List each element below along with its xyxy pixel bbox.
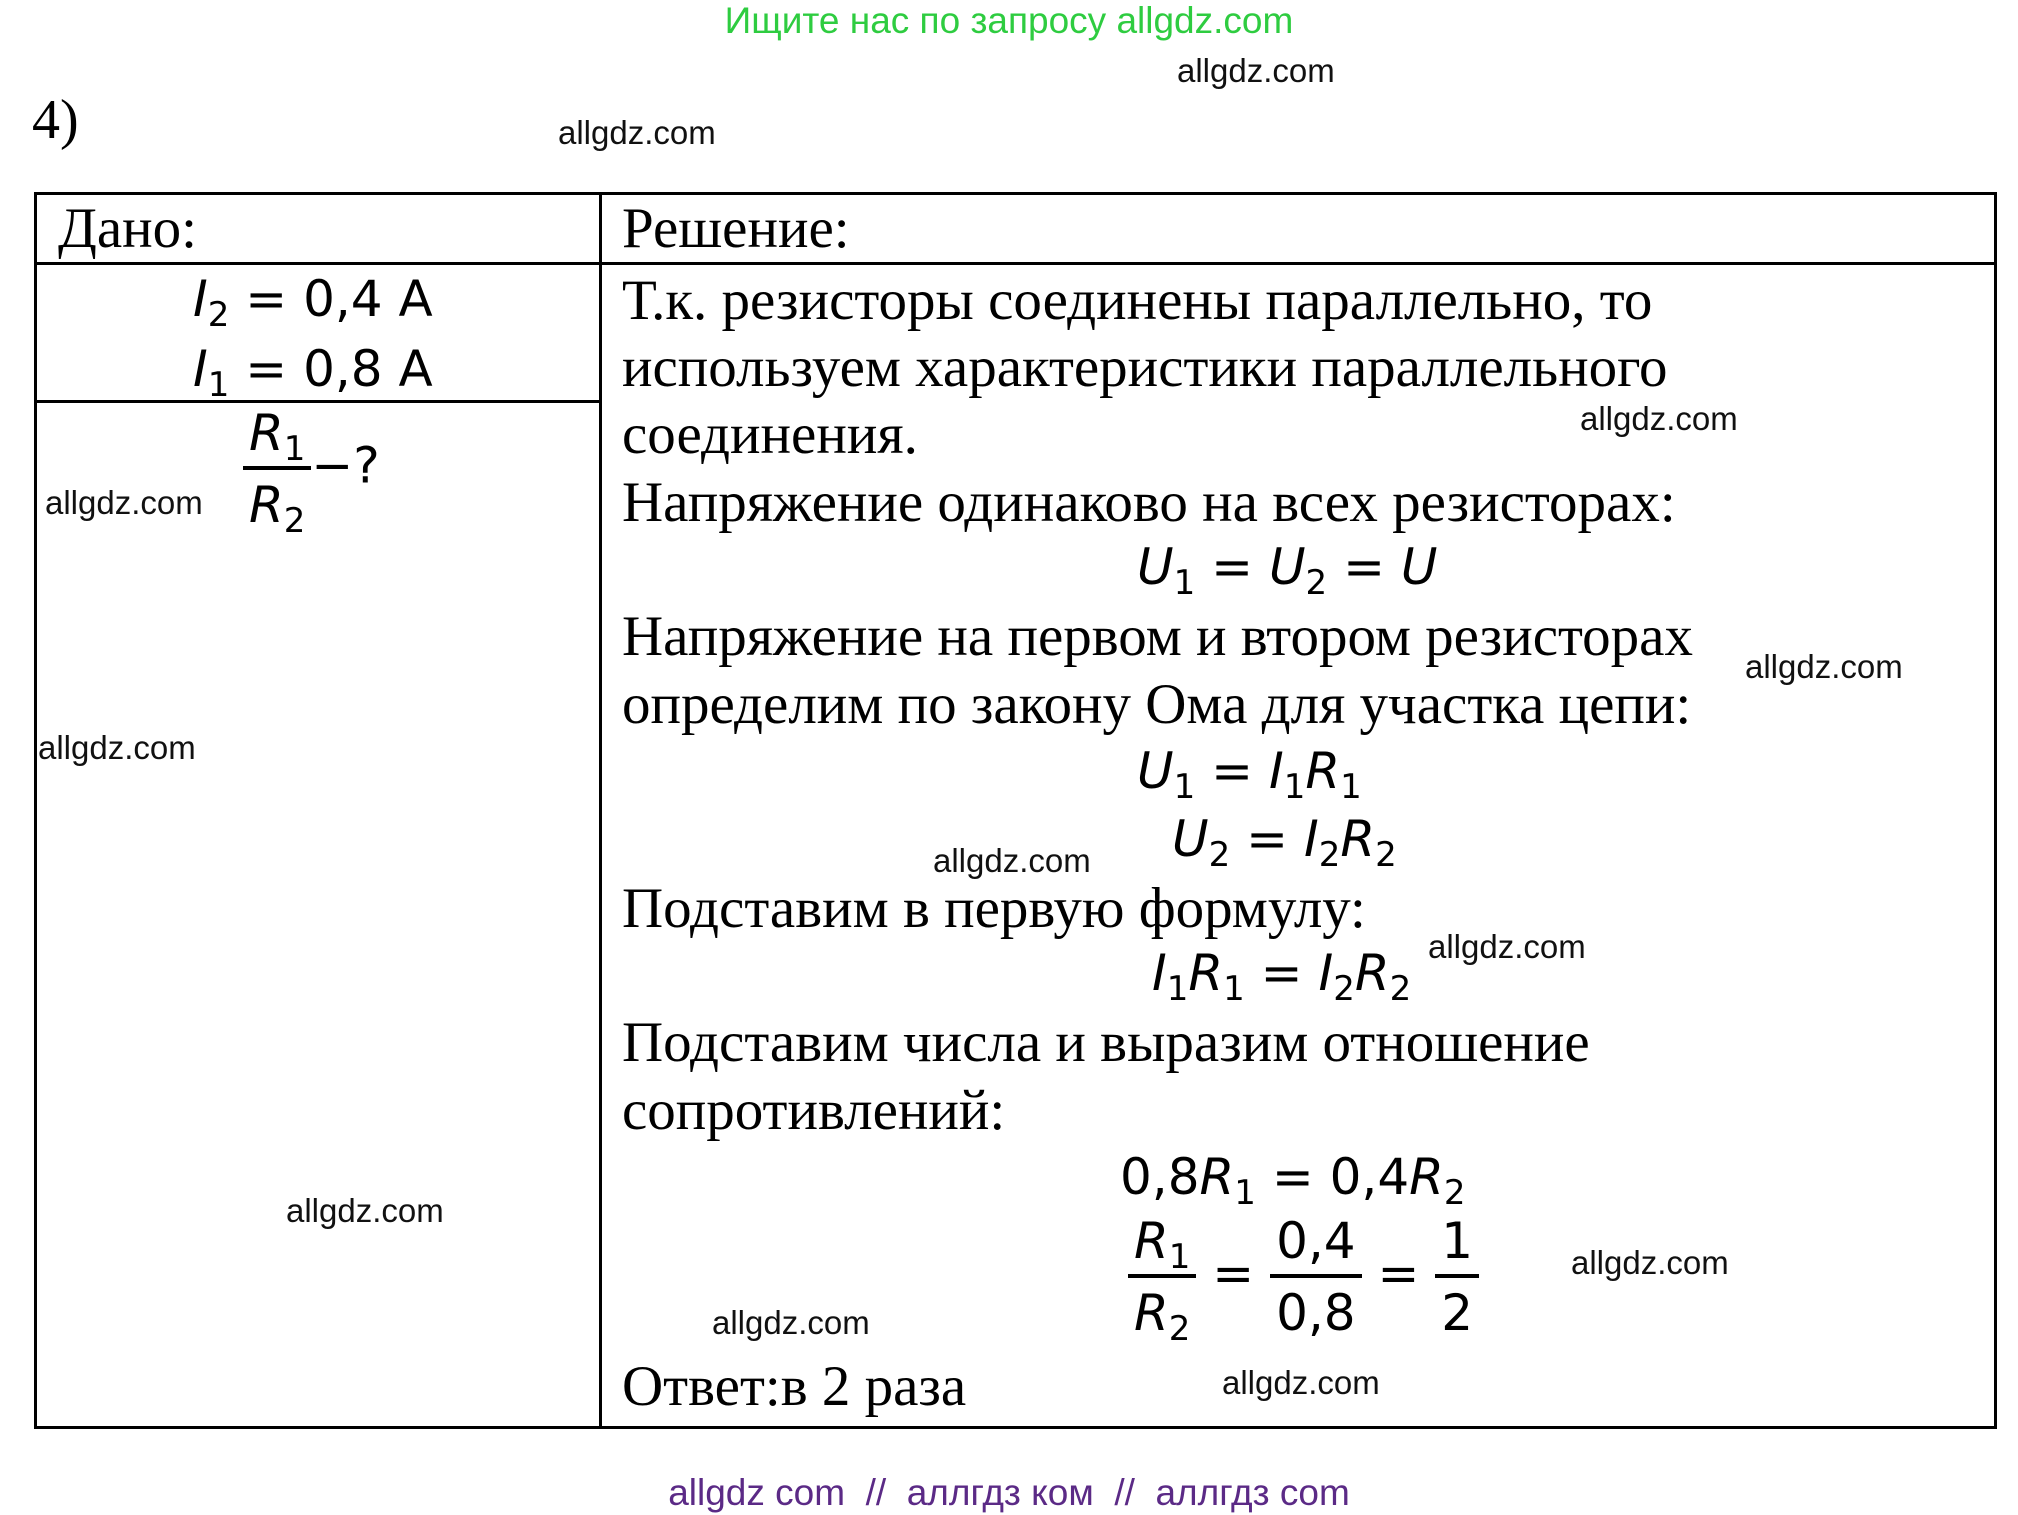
ratio-num: 0,4 — [1270, 1212, 1362, 1278]
watermark: allgdz.com — [1428, 928, 1586, 965]
result-num: 1 — [1435, 1212, 1479, 1278]
given-i1: $I_1 = 0,8$ А — [193, 340, 433, 405]
formula-u-equal: $U_1 = U_2 = U$ — [1137, 538, 1438, 603]
ratio-den: 0,8 — [1276, 1284, 1356, 1342]
watermark: allgdz.com — [286, 1192, 444, 1229]
watermark: allgdz.com — [712, 1304, 870, 1341]
formula-substitute: $I_1R_1 = I_2R_2$ — [1152, 944, 1412, 1009]
watermark: allgdz.com — [933, 842, 1091, 879]
formula-ohm-2: $U_2 = I_2R_2$ — [1172, 810, 1397, 875]
given-i2-value: = 0,4 А — [245, 270, 433, 328]
given-i2: $I_2 = 0,4$ А — [193, 270, 433, 335]
problem-number: 4) — [32, 89, 79, 151]
answer — [622, 1354, 966, 1419]
solution-line-1: Т.к. резисторы соединены параллельно, то — [622, 269, 1653, 332]
watermark: allgdz.com — [45, 484, 203, 521]
formula-ohm-1: $U_1 = I_1R_1$ — [1137, 742, 1362, 807]
unknown-ratio: $\frac{R_1}{R_2}$ −? — [243, 404, 380, 534]
solution-line-6: определим по закону Ома для участка цепи: — [622, 673, 1692, 736]
formula-ratio: $\frac{R_1}{R_2}$ = $\frac{0,4}{0,8}$ = $\frac{1}{2}$ — [1128, 1212, 1479, 1342]
answer-label: Ответ: — [622, 1355, 781, 1418]
unknown-suffix: −? — [311, 436, 380, 495]
footer-links[interactable]: allgdz com // аллгдз ком // аллгдз com — [668, 1472, 1350, 1513]
promo-banner[interactable]: Ищите нас по запросу allgdz.com — [724, 0, 1294, 41]
given-title: Дано: — [58, 197, 198, 260]
solution-line-2: используем характеристики параллельного — [622, 336, 1668, 399]
watermark: allgdz.com — [1580, 400, 1738, 437]
watermark: allgdz.com — [1745, 648, 1903, 685]
watermark: allgdz.com — [38, 729, 196, 766]
solution-title: Решение: — [622, 197, 850, 260]
watermark: allgdz.com — [1571, 1244, 1729, 1281]
solution-line-9: сопротивлений: — [622, 1079, 1006, 1142]
answer-value: в 2 раза — [780, 1355, 967, 1418]
result-den: 2 — [1441, 1284, 1474, 1342]
solution-line-5: Напряжение на первом и втором резисторах — [622, 605, 1693, 668]
watermark: allgdz.com — [1222, 1364, 1380, 1401]
solution-line-7: Подставим в первую формулу: — [622, 877, 1366, 940]
watermark: allgdz.com — [1177, 52, 1335, 89]
watermark: allgdz.com — [558, 114, 716, 151]
formula-numbers: $0,8R_1 = 0,4R_2$ — [1120, 1148, 1466, 1213]
solution-line-4: Напряжение одинаково на всех резисторах: — [622, 471, 1676, 534]
solution-line-3: соединения. — [622, 403, 918, 466]
solution-line-8: Подставим числа и выразим отношение — [622, 1011, 1590, 1074]
given-i1-value: = 0,8 А — [245, 340, 433, 398]
